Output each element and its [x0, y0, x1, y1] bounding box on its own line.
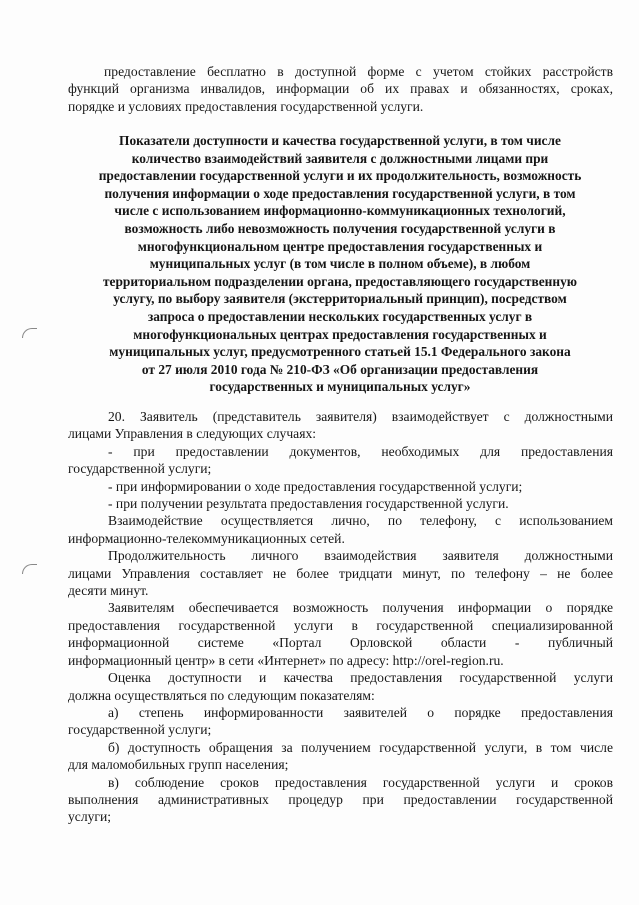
- paragraph-portal: [68, 599, 613, 669]
- text-line: предоставления государственной услуги в государственной специализированной: [68, 617, 613, 633]
- text-line: б) доступность обращения за получением государственной услуги, в том числе: [108, 739, 613, 755]
- heading-line: Показатели доступности и качества государственной услуги, в том числе: [119, 133, 561, 148]
- heading-line: запроса о предоставлении нескольких государственных услуг в: [147, 308, 533, 324]
- text-line: государственной услуги;: [68, 722, 212, 738]
- text-line: Продолжительность личного взаимодействия заявителя должностными: [108, 548, 613, 564]
- heading-line: муниципальных услуг (в том числе в полном объеме), в любом: [149, 256, 531, 272]
- heading-line: получения информации о ходе предоставления государственной услуги, в том: [104, 185, 576, 201]
- scan-mark: [22, 564, 37, 574]
- text-line: услуги;: [68, 809, 112, 825]
- text-line: - при предоставлении документов, необходимых для предоставления: [108, 443, 613, 459]
- text-line: Оценка доступности и качества предоставления государственной услуги: [108, 670, 613, 686]
- text-line: порядке и условиях предоставления государственной услуги.: [68, 98, 424, 114]
- heading-line: количество взаимодействий заявителя с должностными лицами при: [131, 150, 549, 166]
- text-line: лицами Управления в следующих случаях:: [68, 426, 317, 442]
- heading-line: многофункциональных центрах предоставления государственных и: [133, 326, 547, 342]
- text-line: государственной услуги;: [68, 461, 212, 477]
- item-b: [68, 739, 613, 774]
- heading-line: числе с использованием информационно-коммуникационных технологий,: [114, 203, 566, 219]
- item-a: [68, 704, 613, 739]
- text-line: Взаимодействие осуществляется лично, по телефону, с использованием: [108, 513, 613, 529]
- list-item-informing: - при информировании о ходе предоставления государственной услуги;: [108, 478, 523, 494]
- paragraph-interaction: [68, 512, 613, 547]
- scan-mark: [22, 328, 37, 338]
- text-line: должна осуществляться по следующим показателям:: [68, 687, 375, 703]
- paragraph-assessment: [68, 669, 613, 704]
- paragraph-20: [68, 408, 613, 443]
- text-line: информационный центр» в сети «Интернет» по адресу: http://orel-region.ru.: [68, 652, 504, 668]
- text-line: выполнения административных процедур при предоставлении государственной: [68, 791, 613, 807]
- heading-line: государственных и муниципальных услуг»: [209, 379, 471, 395]
- item-c: [68, 774, 613, 826]
- text-line: информационной системе «Портал Орловской области - публичный: [68, 635, 613, 651]
- text-line: десяти минут.: [68, 583, 149, 599]
- text-line: в) соблюдение сроков предоставления государственной услуги и сроков: [108, 774, 613, 790]
- text-line: информационно-телекоммуникационных сетей.: [68, 530, 345, 546]
- heading-line: услугу, по выбору заявителя (экстерриториальный принцип), посредством: [113, 291, 567, 307]
- heading-line: от 27 июля 2010 года № 210-ФЗ «Об организации предоставления: [141, 361, 539, 377]
- text-line: 20. Заявитель (представитель заявителя) взаимодействует с должностными: [108, 409, 613, 424]
- heading-line: многофункциональном центре предоставления государственных и: [137, 238, 543, 254]
- heading-line: предоставлении государственной услуги и их продолжительность, возможность: [98, 168, 582, 184]
- text-line: Заявителям обеспечивается возможность получения информации о порядке: [108, 600, 613, 616]
- list-item-documents: [68, 443, 613, 478]
- text-line: предоставление бесплатно в доступной форме с учетом стойких расстройств: [104, 64, 613, 79]
- text-line: а) степень информированности заявителей о порядке предоставления: [108, 704, 613, 720]
- intro-paragraph: [68, 63, 613, 115]
- heading-line: возможность либо невозможность получения государственной услуги в: [124, 220, 556, 236]
- paragraph-duration: [68, 547, 613, 599]
- text-line: функций организма инвалидов, информации об их правах и обязанностях, сроках,: [68, 81, 613, 97]
- text-line: для маломобильных групп населения;: [68, 757, 289, 773]
- heading-line: муниципальных услуг, предусмотренного статьей 15.1 Федерального закона: [109, 344, 571, 360]
- section-heading: [62, 132, 618, 396]
- text-line: лицами Управления составляет не более тридцати минут, по телефону – не более: [68, 565, 613, 581]
- body-text: [68, 408, 613, 826]
- list-item-result: - при получении результата предоставления государственной услуги.: [108, 496, 509, 512]
- heading-line: территориальном подразделении органа, предоставляющего государственную: [102, 273, 578, 289]
